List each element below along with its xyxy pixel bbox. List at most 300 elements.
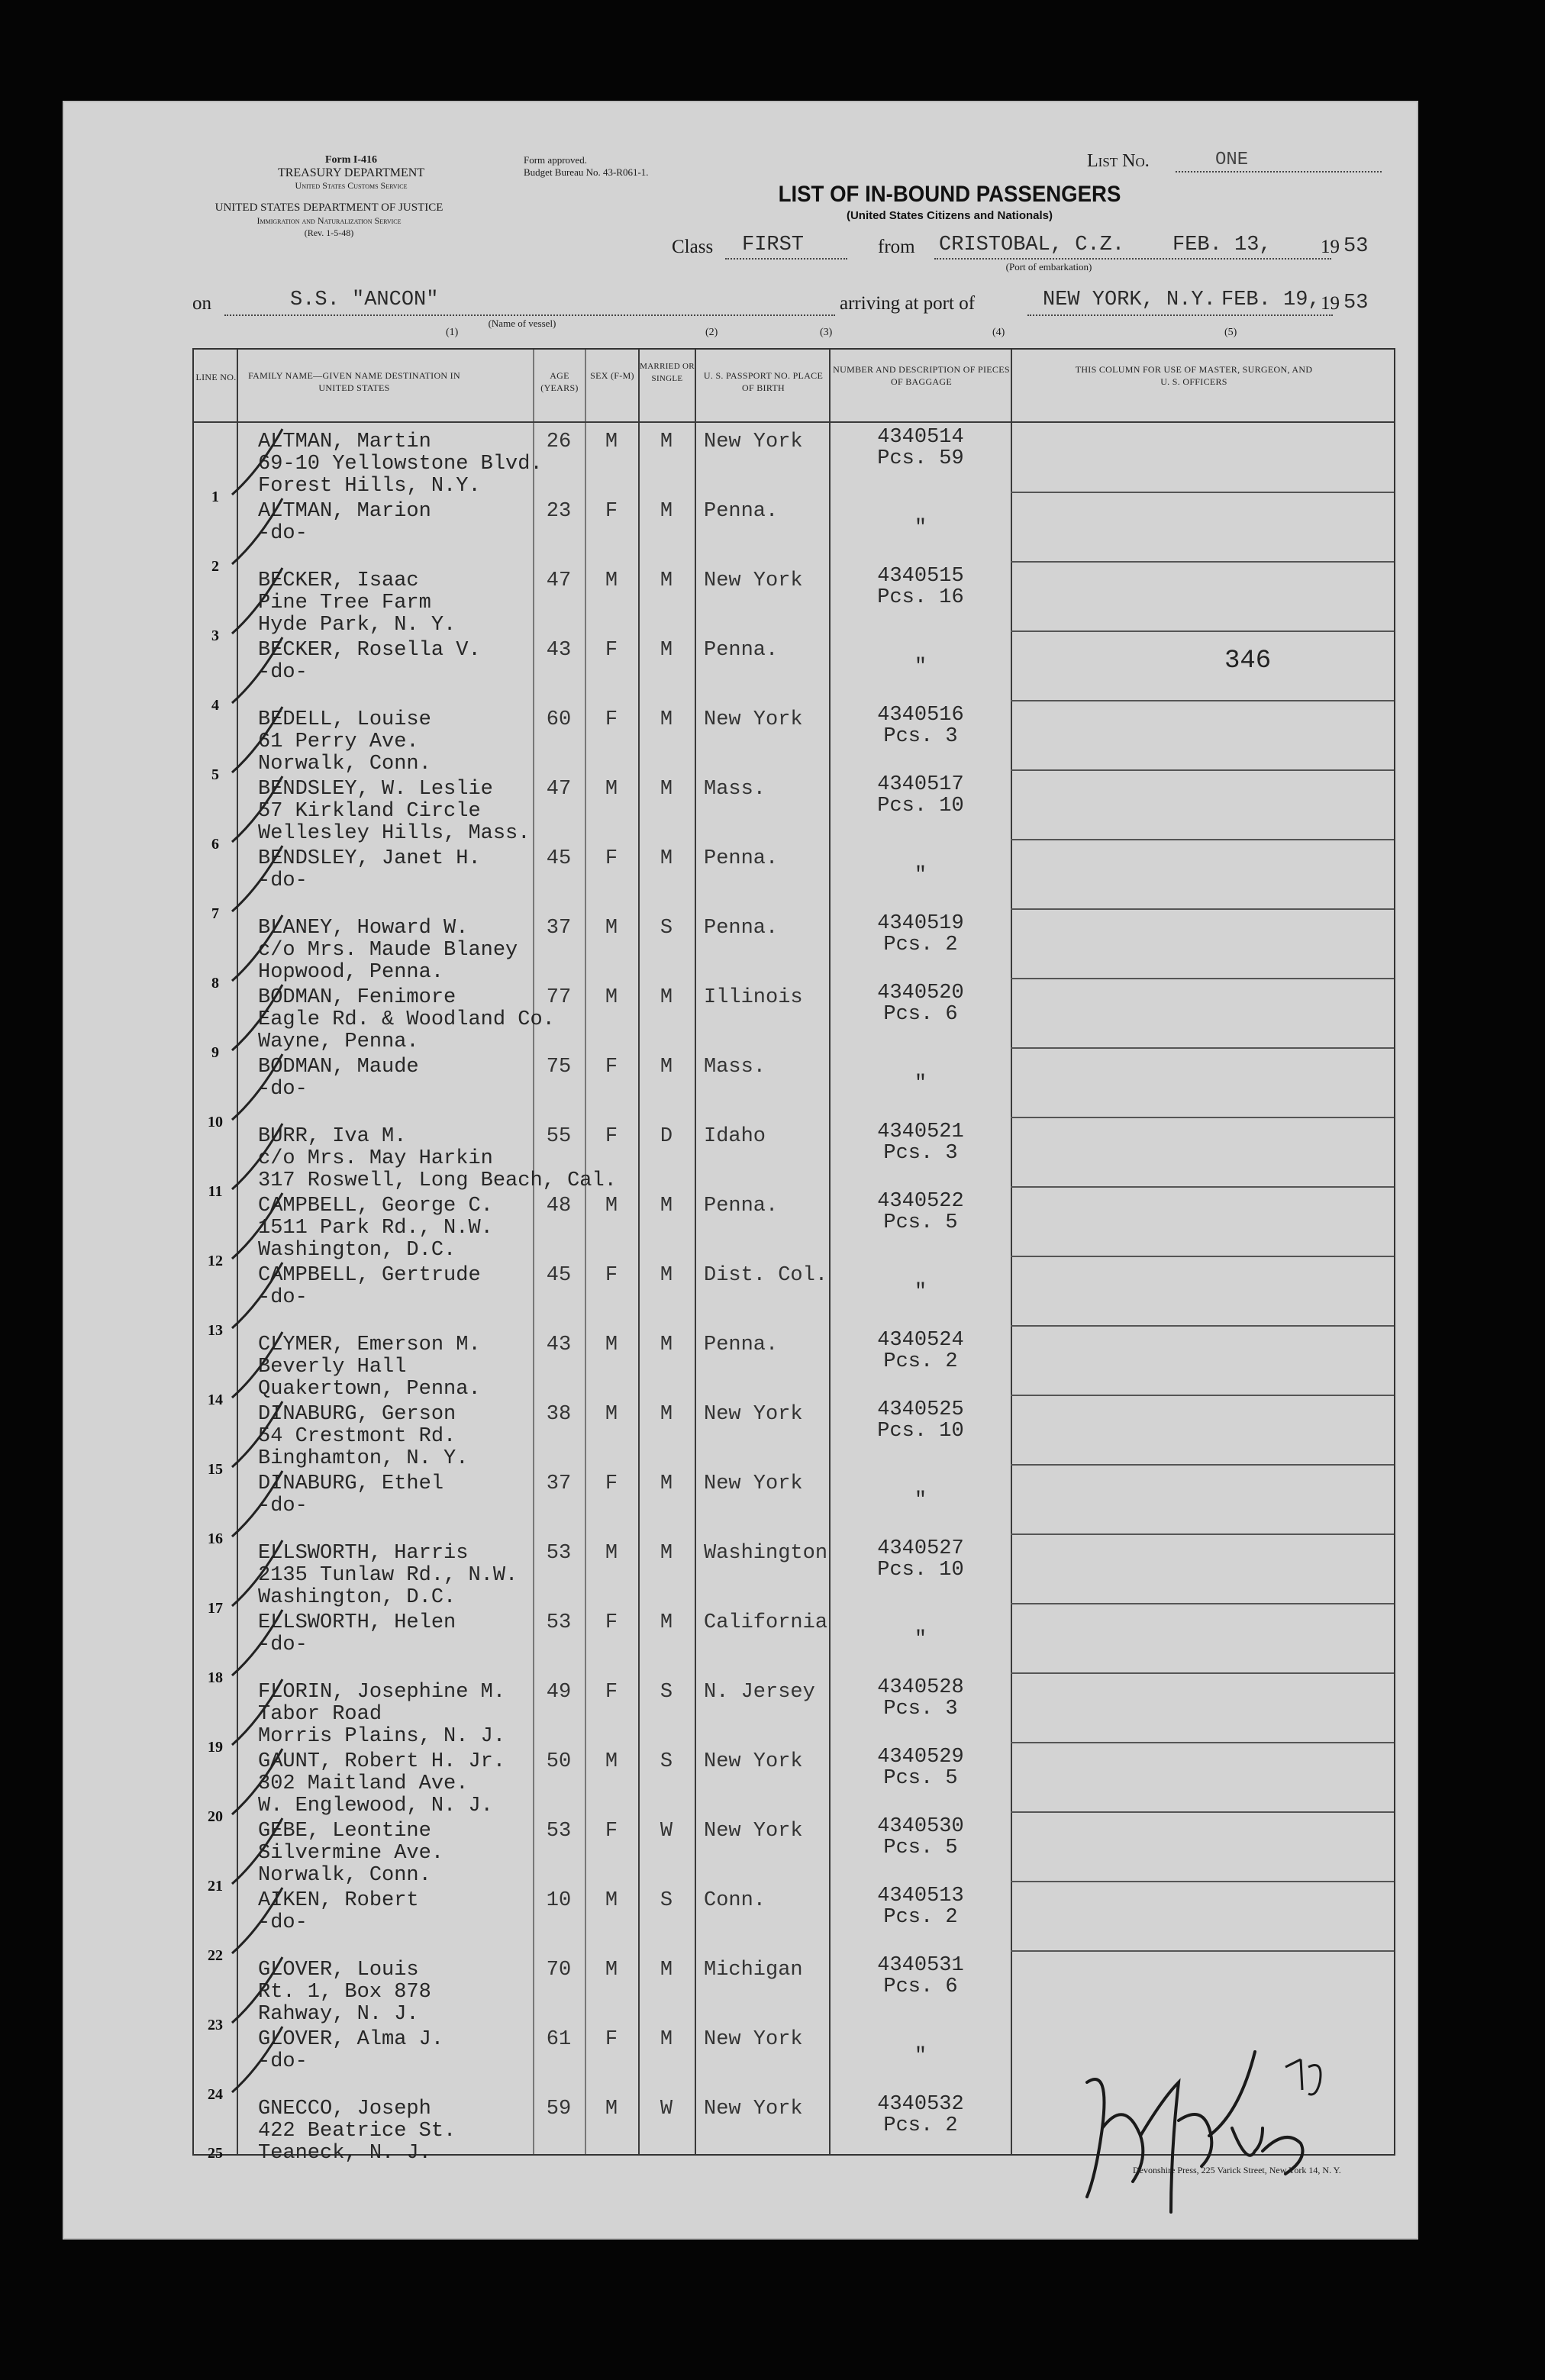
passenger-age: 48 [546,1195,572,1217]
passenger-city: Hopwood, Penna. [258,961,444,984]
checkmark-icon [229,1397,321,1473]
passenger-age: 37 [546,917,572,940]
passenger-city: Wellesley Hills, Mass. [258,822,531,845]
passenger-sex: M [605,1750,618,1773]
baggage-pieces: Pcs. 5 [883,1837,958,1859]
line-number: 15 [208,1461,223,1478]
passenger-name: BECKER, Isaac [258,569,419,592]
passenger-address: 302 Maitland Ave. [258,1772,469,1795]
passenger-marital: M [660,1472,673,1495]
table-row [194,1117,1394,1200]
passenger-sex: M [605,778,618,801]
checkmark-icon [229,1466,321,1543]
embark-date: FEB. 13, [1172,234,1272,256]
passenger-birthplace: New York [704,1750,803,1773]
table-row [194,1326,1394,1408]
baggage-number: 4340514 [877,426,964,449]
passenger-sex: F [605,2028,618,2051]
passenger-name: GLOVER, Louis [258,1959,419,1982]
passenger-name: GLOVER, Alma J. [258,2028,444,2051]
passenger-marital: M [660,986,673,1009]
table-row [194,1812,1394,1895]
checkmark-icon [229,1953,321,2029]
passenger-sex: F [605,1056,618,1079]
passenger-name: FLORIN, Josephine M. [258,1681,506,1704]
passenger-birthplace: Dist. Col. [704,1264,828,1287]
passenger-name: CAMPBELL, Gertrude [258,1264,481,1287]
col-header-line: LINE NO. [195,372,237,382]
table-row [194,1951,1394,2033]
passenger-marital: M [660,1056,673,1079]
class-label: Class [672,237,714,257]
passenger-marital: S [660,1750,673,1773]
passenger-name: CLYMER, Emerson M. [258,1334,481,1356]
checkmark-icon [229,1188,321,1265]
passenger-marital: S [660,1889,673,1912]
baggage-pieces: Pcs. 6 [883,1003,958,1026]
checkmark-icon [229,424,321,501]
passenger-address: 54 Crestmont Rd. [258,1425,456,1448]
passenger-name: BECKER, Rosella V. [258,639,481,662]
passenger-age: 37 [546,1472,572,1495]
passenger-name: ELLSWORTH, Helen [258,1611,456,1634]
passenger-birthplace: Conn. [704,1889,766,1912]
passenger-address: -do- [258,1911,308,1934]
passenger-city: Washington, D.C. [258,1586,456,1609]
passenger-table [192,348,1395,2165]
budget-bureau: Budget Bureau No. 43-R061-1. [524,166,649,178]
page-title: LIST OF IN-BOUND PASSENGERS [778,182,1121,207]
line-number: 22 [208,1947,223,1964]
passenger-address: Silvermine Ave. [258,1842,444,1865]
checkmark-icon [229,1050,321,1126]
table-row [194,1882,1394,1964]
baggage-pieces: Pcs. 3 [883,725,958,748]
ins-service: Immigration and Naturalization Service [256,215,402,226]
customs-service: United States Customs Service [295,180,408,191]
col-header-married: MARRIED OR SINGLE [640,362,695,383]
baggage-pieces: " [914,2045,927,2068]
passenger-birthplace: New York [704,569,803,592]
baggage-number: 4340516 [877,704,964,727]
passenger-sex: M [605,1334,618,1356]
table-row [194,840,1394,922]
passenger-address: Beverly Hall [258,1356,407,1379]
line-number: 8 [211,975,219,992]
baggage-pieces: " [914,1628,927,1651]
baggage-pieces: Pcs. 2 [883,1350,958,1373]
table-row [194,1673,1394,1756]
passenger-address: Rt. 1, Box 878 [258,1981,431,2004]
baggage-pieces: Pcs. 5 [883,1767,958,1790]
passenger-address: -do- [258,1495,308,1517]
passenger-marital: M [660,431,673,453]
baggage-number: 4340531 [877,1954,964,1977]
passenger-age: 55 [546,1125,572,1148]
line-number: 9 [211,1044,219,1061]
checkmark-icon [229,1883,321,1959]
baggage-number: 4340527 [877,1537,964,1560]
baggage-number: 4340529 [877,1746,964,1769]
passenger-age: 45 [546,847,572,870]
passenger-name: CAMPBELL, George C. [258,1195,493,1217]
line-number: 18 [208,1669,223,1686]
passenger-age: 10 [546,1889,572,1912]
passenger-marital: M [660,1264,673,1287]
baggage-number: 4340513 [877,1885,964,1908]
line-number: 21 [208,1878,223,1895]
passenger-birthplace: Penna. [704,500,779,523]
passenger-birthplace: New York [704,2028,803,2051]
embark-year: 53 [1343,235,1369,258]
passenger-marital: M [660,500,673,523]
col-number: (2) [705,327,718,338]
passenger-city: Norwalk, Conn. [258,1864,431,1887]
passenger-marital: M [660,2028,673,2051]
passenger-address: -do- [258,869,308,892]
passenger-age: 45 [546,1264,572,1287]
passenger-sex: F [605,1264,618,1287]
line-number: 5 [211,766,219,783]
passenger-name: ALTMAN, Marion [258,500,431,523]
line-number: 13 [208,1322,223,1339]
col-number: (5) [1224,327,1237,338]
line-number: 20 [208,1808,223,1825]
passenger-age: 53 [546,1820,572,1843]
list-no-fill [1176,171,1382,173]
checkmark-icon [229,1536,321,1612]
passenger-age: 43 [546,639,572,662]
baggage-pieces: Pcs. 10 [877,1420,964,1443]
baggage-number: 4340524 [877,1329,964,1352]
passenger-address: 2135 Tunlaw Rd., N.W. [258,1564,518,1587]
table-row [194,631,1394,714]
passenger-address: 69-10 Yellowstone Blvd. [258,453,543,476]
passenger-name: DINABURG, Ethel [258,1472,444,1495]
manifest-sheet [63,101,1418,2240]
arrival-year: 53 [1343,292,1369,314]
list-no-value: ONE [1215,150,1249,170]
passenger-sex: M [605,1889,618,1912]
passenger-marital: S [660,1681,673,1704]
treasury-dept: TREASURY DEPARTMENT [277,166,425,179]
checkmark-icon [229,633,321,709]
passenger-birthplace: Illinois [704,986,803,1009]
passenger-sex: F [605,847,618,870]
passenger-name: ALTMAN, Martin [258,431,431,453]
baggage-pieces: Pcs. 59 [877,447,964,470]
passenger-address: c/o Mrs. May Harkin [258,1147,493,1170]
baggage-pieces: " [914,517,927,540]
passenger-age: 59 [546,2098,572,2120]
baggage-pieces: " [914,1072,927,1095]
checkmark-icon [229,1744,321,1820]
justice-dept: UNITED STATES DEPARTMENT OF JUSTICE [214,202,444,214]
col-header-passport: U. S. PASSPORT NO. PLACE OF BIRTH [703,370,824,393]
baggage-pieces: Pcs. 16 [877,586,964,609]
passenger-sex: F [605,1611,618,1634]
form-number: Form I-416 [324,154,378,166]
line-number: 10 [208,1114,223,1130]
passenger-birthplace: New York [704,2098,803,2120]
passenger-marital: M [660,569,673,592]
table-row [194,770,1394,853]
passenger-birthplace: Michigan [704,1959,803,1982]
passenger-city: Rahway, N. J. [258,2003,419,2026]
passenger-name: DINABURG, Gerson [258,1403,456,1426]
passenger-birthplace: Idaho [704,1125,766,1148]
passenger-address: 422 Beatrice St. [258,2120,456,2143]
passenger-sex: M [605,2098,618,2120]
checkmark-icon [229,563,321,640]
col-number: (1) [446,327,459,338]
passenger-name: ELLSWORTH, Harris [258,1542,469,1565]
passenger-address: -do- [258,522,308,545]
checkmark-icon [229,980,321,1056]
baggage-number: 4340521 [877,1121,964,1143]
col-header-baggage: NUMBER AND DESCRIPTION OF PIECES OF BAGGAGE [833,364,1010,387]
col-header-age: AGE (YEARS) [540,370,579,393]
passenger-age: 49 [546,1681,572,1704]
line-number: 14 [208,1392,223,1408]
line-number: 16 [208,1530,223,1547]
passenger-marital: M [660,778,673,801]
passenger-name: AIKEN, Robert [258,1889,419,1912]
table-row [194,1604,1394,1686]
baggage-pieces: " [914,864,927,887]
passenger-age: 53 [546,1611,572,1634]
col-header-sex: SEX (F-M) [590,370,634,381]
passenger-age: 53 [546,1542,572,1565]
passenger-sex: F [605,500,618,523]
line-number: 23 [208,2017,223,2033]
baggage-pieces: Pcs. 2 [883,2114,958,2137]
line-number: 6 [211,836,219,853]
checkmark-icon [229,702,321,779]
passenger-name: BODMAN, Fenimore [258,986,456,1009]
checkmark-icon [229,1605,321,1682]
baggage-pieces: " [914,656,927,679]
table-row [194,909,1394,992]
line-number: 7 [211,905,219,922]
col-number: (3) [820,327,833,338]
table-row [194,1048,1394,1130]
passenger-city: Morris Plains, N. J. [258,1725,506,1748]
passenger-birthplace: New York [704,431,803,453]
passenger-name: BODMAN, Maude [258,1056,419,1079]
baggage-pieces: Pcs. 10 [877,795,964,818]
passenger-marital: M [660,639,673,662]
baggage-number: 4340525 [877,1398,964,1421]
passenger-sex: F [605,1681,618,1704]
checkmark-icon [229,1258,321,1334]
port-embark-caption: (Port of embarkation) [1005,261,1092,273]
passenger-marital: M [660,1959,673,1982]
passenger-address: c/o Mrs. Maude Blaney [258,939,518,962]
col-number: (4) [992,327,1005,338]
officer-margin-number: 346 [1224,647,1272,676]
passenger-marital: M [660,1611,673,1634]
line-number: 3 [211,627,219,644]
passenger-birthplace: Washington [704,1542,828,1565]
passenger-city: 317 Roswell, Long Beach, Cal. [258,1169,617,1192]
class-value: FIRST [742,234,805,256]
passenger-age: 47 [546,778,572,801]
checkmark-icon [229,1327,321,1404]
passenger-birthplace: N. Jersey [704,1681,815,1704]
passenger-age: 38 [546,1403,572,1426]
vessel-caption: (Name of vessel) [488,318,556,329]
passenger-birthplace: Mass. [704,1056,766,1079]
checkmark-icon [229,1675,321,1751]
checkmark-icon [229,911,321,987]
passenger-name: BENDSLEY, W. Leslie [258,778,493,801]
baggage-number: 4340519 [877,912,964,935]
passenger-sex: M [605,1959,618,1982]
list-no-label: List No. [1087,151,1150,171]
passenger-sex: M [605,1403,618,1426]
table-row [194,562,1394,644]
baggage-number: 4340532 [877,2093,964,2116]
class-fill [725,258,847,260]
passenger-sex: F [605,1125,618,1148]
passenger-city: Quakertown, Penna. [258,1378,481,1401]
checkmark-icon [229,1119,321,1195]
table-row [194,1465,1394,1547]
table-row [194,1256,1394,1339]
printer-imprint: Devonshire Press, 225 Varick Street, New York 14, N. Y. [1133,2165,1341,2175]
passenger-address: Tabor Road [258,1703,382,1726]
officer-signature [1056,2037,1347,2235]
passenger-age: 70 [546,1959,572,1982]
passenger-marital: D [660,1125,673,1148]
passenger-age: 43 [546,1334,572,1356]
line-number: 12 [208,1253,223,1269]
passenger-sex: F [605,1472,618,1495]
passenger-birthplace: Penna. [704,1195,779,1217]
passenger-sex: M [605,1542,618,1565]
vessel-fill [224,314,835,316]
year-prefix: 19 [1321,293,1340,314]
passenger-marital: M [660,1403,673,1426]
passenger-sex: F [605,1820,618,1843]
baggage-pieces: Pcs. 6 [883,1975,958,1998]
line-number: 25 [208,2145,223,2162]
line-number: 2 [211,558,219,575]
baggage-pieces: " [914,1281,927,1304]
passenger-address: 57 Kirkland Circle [258,800,481,823]
passenger-age: 77 [546,986,572,1009]
baggage-number: 4340530 [877,1815,964,1838]
col-header-name: FAMILY NAME—GIVEN NAME DESTINATION IN UNITED STATES [248,370,460,393]
passenger-city: W. Englewood, N. J. [258,1795,493,1817]
baggage-number: 4340515 [877,565,964,588]
col-header-officers: THIS COLUMN FOR USE OF MASTER, SURGEON, AND U. S. OFFICERS [1075,364,1313,387]
arrival-port: NEW YORK, N.Y. [1043,289,1216,311]
baggage-pieces: Pcs. 5 [883,1211,958,1234]
passenger-city: Binghamton, N. Y. [258,1447,469,1470]
passenger-city: Teaneck, N. J. [258,2142,431,2165]
passenger-name: BURR, Iva M. [258,1125,407,1148]
line-number: 17 [208,1600,223,1617]
baggage-pieces: " [914,1489,927,1512]
table-row [194,1187,1394,1269]
rows [194,423,1394,2165]
table-row [194,1395,1394,1478]
arrival-fill [1027,314,1333,316]
passenger-name: BENDSLEY, Janet H. [258,847,481,870]
on-label: on [192,293,211,314]
passenger-address: -do- [258,1286,308,1309]
table-row [194,1534,1394,1617]
baggage-pieces: Pcs. 3 [883,1698,958,1721]
passenger-address: Eagle Rd. & Woodland Co. [258,1008,555,1031]
line-number: 11 [208,1183,223,1200]
line-number: 24 [208,2086,223,2103]
passenger-birthplace: New York [704,1472,803,1495]
embark-port: CRISTOBAL, C.Z. [939,234,1125,256]
passenger-age: 23 [546,500,572,523]
passenger-birthplace: Penna. [704,639,779,662]
checkmark-icon [229,494,321,570]
passenger-sex: M [605,917,618,940]
passenger-age: 75 [546,1056,572,1079]
checkmark-icon [229,2022,321,2098]
passenger-age: 26 [546,431,572,453]
line-number: 4 [211,697,219,714]
passenger-address: -do- [258,1078,308,1101]
passenger-age: 61 [546,2028,572,2051]
page-subtitle: (United States Citizens and Nationals) [846,209,1053,222]
passenger-birthplace: Mass. [704,778,766,801]
passenger-birthplace: New York [704,1403,803,1426]
passenger-city: Washington, D.C. [258,1239,456,1262]
passenger-name: BEDELL, Louise [258,708,431,731]
passenger-address: 1511 Park Rd., N.W. [258,1217,493,1240]
passenger-age: 47 [546,569,572,592]
baggage-pieces: Pcs. 3 [883,1142,958,1165]
passenger-city: Wayne, Penna. [258,1030,419,1053]
passenger-marital: M [660,708,673,731]
passenger-birthplace: Penna. [704,917,779,940]
passenger-address: -do- [258,2050,308,2073]
baggage-number: 4340528 [877,1676,964,1699]
passenger-birthplace: Penna. [704,847,779,870]
passenger-birthplace: Penna. [704,1334,779,1356]
passenger-sex: M [605,1195,618,1217]
passenger-marital: S [660,917,673,940]
passenger-birthplace: California [704,1611,828,1634]
passenger-age: 60 [546,708,572,731]
passenger-sex: M [605,569,618,592]
table-row [194,701,1394,783]
baggage-pieces: Pcs. 2 [883,1906,958,1929]
passenger-age: 50 [546,1750,572,1773]
passenger-sex: M [605,986,618,1009]
table-row [194,1743,1394,1825]
passenger-marital: W [660,1820,673,1843]
checkmark-icon [229,841,321,917]
passenger-birthplace: New York [704,1820,803,1843]
passenger-name: GAUNT, Robert H. Jr. [258,1750,506,1773]
passenger-name: GNECCO, Joseph [258,2098,431,2120]
passenger-birthplace: New York [704,708,803,731]
passenger-address: -do- [258,1633,308,1656]
baggage-pieces: Pcs. 2 [883,934,958,956]
revision-date: (Rev. 1-5-48) [304,227,354,238]
passenger-marital: M [660,1334,673,1356]
from-fill [934,258,1331,260]
